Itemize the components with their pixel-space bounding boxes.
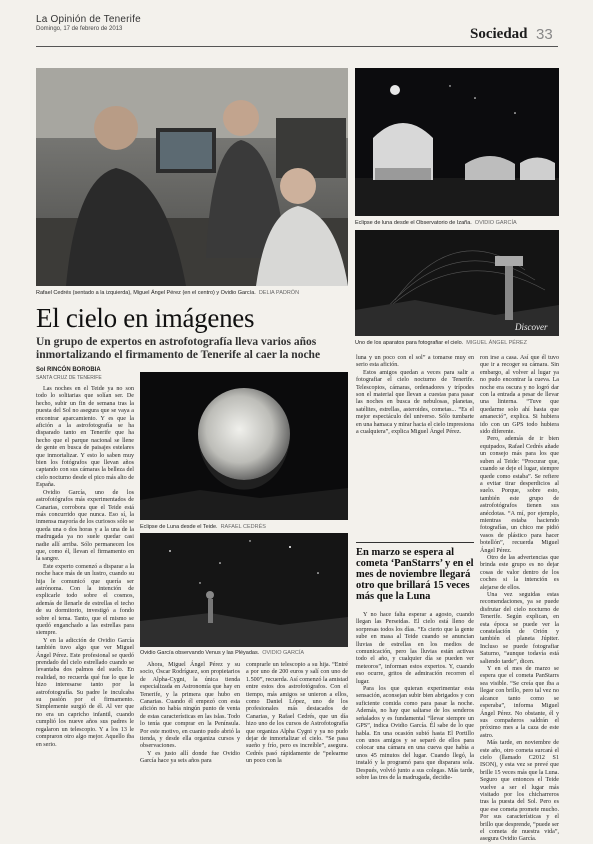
pull-quote-text: En marzo se espera al cometa ‘PanStarrs’ y en el mes de noviembre llegará otro que brillará 15 veces más que la Luna [356, 547, 474, 602]
caption-credit: RAFAEL CEDRÉS [220, 524, 266, 530]
paragraph: Una vez seguidas estas recomendaciones, ya se puede disfrutar del cielo nocturno de Tenerife. Según explican, en esta época se puede ver la constelación de Orión y también el planeta Júpiter. Incluso se puede fotografiar Saturno, “aunque todavía está saliendo tarde”, dicen. [480, 592, 559, 665]
paragraph: Más tarde, en noviembre de este año, otro cometa surcará el cielo (llamado C2012 S1 ISON), y esta vez se prevé que brille 15 veces más que la Luna. Seguro que entonces el Teide vuelve a ser el lugar más visitado por los chicharreros tras la puesta del Sol. Pero es que ese cometa promete mucho. Por sus características y el brillo que desprende, “puede ser el cometa de nuestra vida”, asegura Ovidio García. [480, 740, 559, 843]
caption-credit: DELIA PADRÓN [258, 290, 300, 296]
paragraph: luna y un poco con el sol” a tomarse muy en serio esta afición. [356, 355, 474, 369]
article-subhead: Un grupo de expertos en astrofotografía lleva varios años inmortalizando el firmamento de Tenerife al caer la noche [36, 336, 321, 361]
caption-text: Ovidio García observando Venus y las Pléyadas. [140, 650, 260, 656]
paragraph: Este experto comenzó a disparar a la noche hace más de un lustro, cuando su hija le comunicó que quería ser astrónoma. Con la intención de explicarle todo sobre el cosmos, además de llenarle de estrellas el techo de su dormitorio, investigó a fondo sobre el tema. Tanto, que el mismo se quedó enganchado a las estrellas para siempre. [36, 563, 134, 637]
discover-watermark: Discover [515, 322, 548, 332]
caption-credit: OVIDIO GARCÍA [474, 220, 517, 226]
article-headline: El cielo en imágenes [36, 303, 255, 333]
main-photo-caption [36, 290, 348, 296]
paragraph: ron irse a casa. Así que él tuvo que ir a recoger su cámara. Sin embargo, al volver al lugar ya no pudo encontrar la cueva. La noche era oscura y no logró dar con la entrada a pesar de llevar una linterna. “Tuve que quedarme solo ahí hasta que amaneció”, explica. Si hubiera ido con un GPS todo hubiera sido diferente. [480, 355, 559, 436]
section-title: Sociedad [470, 26, 528, 42]
paragraph: Pero, además de ir bien equipados, Rafael Cedrés añade un consejo más para los que suben al Teide: “Procurar que, cuando se deje el lugar, siempre quede como estaba”. Se refiere a evitar tirar desperdicios al suelo. Porque, sobre esto, también este grupo de astrofotógrafos tienen sus anécdotas. “A mí, por ejemplo, mientras estaba haciendo fotografías, un chico me pidió vasos de plástico para hacer botellón”, recuerda Miguel Ángel Pérez. [480, 436, 559, 554]
article-column-2 [140, 662, 240, 766]
observer-photo [140, 533, 348, 647]
pull-quote-rule [356, 542, 474, 543]
paragraph: Ahora, Miguel Ángel Pérez y su socio, Óscar Rodríguez, son propietarios de Alpha-Cygni, la única tienda especializada en Astronomía que hay en Tenerife, y la primera que hubo en Canarias. Cuando él empezó con esta afición no había ningún punto de venta de estas características en las islas. Todo lo tenía que comprar en la Península. Por este motivo, en cuanto pudo abrió la tienda, y desde ella organiza cursos y observaciones. [140, 662, 240, 750]
pull-quote [356, 542, 474, 602]
publication-date: Domingo, 17 de febrero de 2013 [36, 26, 123, 32]
main-photo [36, 68, 348, 286]
apparatus-photo [355, 230, 559, 336]
caption-credit: OVIDIO GARCÍA [262, 650, 305, 656]
header-rule [36, 46, 558, 47]
page-number: 33 [536, 26, 553, 43]
byline-place: SANTA CRUZ DE TENERIFE [36, 375, 102, 381]
observer-caption [140, 650, 348, 656]
article-column-3 [246, 662, 348, 766]
caption-text: Eclipse de luna desde el Observatorio de Izaña. [355, 220, 472, 226]
caption-credit: MIGUEL ÁNGEL PÉREZ [466, 340, 527, 346]
izana-photo [355, 68, 559, 216]
paragraph: comprarle un telescopio a su hija. “Entré a por uno de 200 euros y salí con uno de 1.500”, recuerda. Así comenzó la amistad entre estos dos astrofotógrafos. Con el tiempo, más amigos se unieron a ellos, como Daniel López, uno de los profesionales más destacados de Canarias, y Rafael Cedrés, que un día hizo uno de los cursos de Astrofotografía que organiza Alpha Cygni y ya no pudo dejar de inmortalizar el cielo. “Se pasa sueño y frío, pero es increíble”, asegura. Cedrés pasó rápidamente de “pelearme un poco con la [246, 662, 348, 765]
caption-text: Rafael Cedrés (sentado a la izquierda), Miguel Ángel Pérez (en el centro) y Ovidio García. [36, 290, 256, 296]
paragraph: Las noches en el Teide ya no son todo lo solitarias que solían ser. De hecho, subir un fin de semana tras la puesta del Sol no asegura que se vaya a encontrar aparcamiento. Y es que la afición a la astrofotografía se ha disparado tanto en Tenerife que ha hecho que el parque nacional se llene de gente en busca de paisajes estelares que inmortalizar. Y esto lo saben muy bien los fotógrafos que llevan años captando con sus cámaras la belleza del cielo nocturno desde el pico más alto de España. [36, 386, 134, 489]
paragraph: Y no hace falta esperar a agosto, cuando llegan las Perseidas. El cielo está lleno de sorpresas todos los días. “Es cierto que la gente sube en masa al Teide cuando se anuncian lluvias de estrellas en los medios de comunicación, pero las lluvias están activas todo el año, y cualquier día se pueden ver meteoros”, informan estos expertos. Y, cuando eso ocurre, gritos de admiración recorren el lugar. [356, 612, 474, 685]
caption-text: Uno de los aparatos para fotografiar el cielo. [355, 340, 464, 346]
paragraph: Y en la adicción de Ovidio García también tuvo algo que ver Miguel Ángel Pérez. Este profesional se quedó prendado del cielo estrellado cuando se levantaba dos palmos del suelo. En realidad, no recuerda qué fue lo que le hizo interesarse tanto por la astrofotografía. Su padre le inculcaba su pasión por el firmamento. Simplemente surgió de él. Al ver que no era un capricho infantil, cuando cumplió los nueve años sus padres le regalaron un telescopio. Y a los 13 le compraron otro algo mejor. Aquello iba en serio. [36, 637, 134, 748]
paragraph: Y es justo allí donde fue Ovidio García hace ya seis años para [140, 750, 240, 765]
eclipse-caption [140, 524, 348, 530]
caption-text: Eclipse de Luna desde el Teide. [140, 524, 218, 530]
paragraph: Para los que quieran experimentar esta sensación, aconsejan subir bien abrigados y con suficiente comida como para pasar la noche. Además, no hay que saltarse de los senderos señalados y es fundamental “llevar siempre un GPS”, indica Ovidio García. Él sabe de lo que habla. En una ocasión subió hasta El Portillo con unos amigos y se separó de ellos para colocar una cámara en una cueva que había a unos 45 minutos del lugar. Cuando llegó, la instaló y la programó para que disparara sola. Después, volvió junto a sus colegas. Más tarde, sobre las tres de la madrugada, decidie- [356, 686, 474, 781]
eclipse-photo [140, 372, 348, 520]
newspaper-name: La Opinión de Tenerife [36, 14, 141, 25]
apparatus-caption [355, 340, 559, 346]
article-column-4a [356, 355, 474, 436]
article-column-4b [356, 612, 474, 782]
byline-author: Sol RINCÓN BOROBIA [36, 367, 101, 373]
izana-caption [355, 220, 559, 226]
article-column-5 [480, 355, 559, 843]
paragraph: Y en el mes de marzo se espera que el cometa PanStarrs sea visible. “Se creía que iba a llegar con brillo, pero tal vez no alcance tanto como se esperaba”, informa Miguel Ángel Pérez. No obstante, él y sus compañeros saldrán el próximo mes a la caza de este astro. [480, 666, 559, 739]
article-column-1 [36, 386, 134, 749]
paragraph: Ovidio García, uno de los astrofotógrafos más experimentados de Canarias, corrobora que el Teide está más concurrido que nunca. Eso sí, la inmensa mayoría de los curiosos sólo se queda una o dos horas y a la una de la madrugada ya no suele quedar casi nadie allí arriba. Sólo permanecen los que, como él, llevan el firmamento en la sangre. [36, 489, 134, 563]
paragraph: Otro de las advertencias que brinda este grupo es no dejar cosas de valor dentro de los coches si la intención es alejarse de ellos. [480, 554, 559, 591]
paragraph: Estos amigos quedan a veces para salir a fotografiar el cielo nocturno de Tenerife. Telescopios, cámaras, ordenadores y trípodes son el material que llevan a cuestas para pasar las noches en busca de nebulosas, planetas, satélites, estrellas, asteroides, cometas... “Es el mejor espectáculo del universo. Sólo tumbarte en una hamaca y mirar hacia el cielo impresiona a cualquiera”, explica Miguel Ángel Pérez. [356, 369, 474, 436]
